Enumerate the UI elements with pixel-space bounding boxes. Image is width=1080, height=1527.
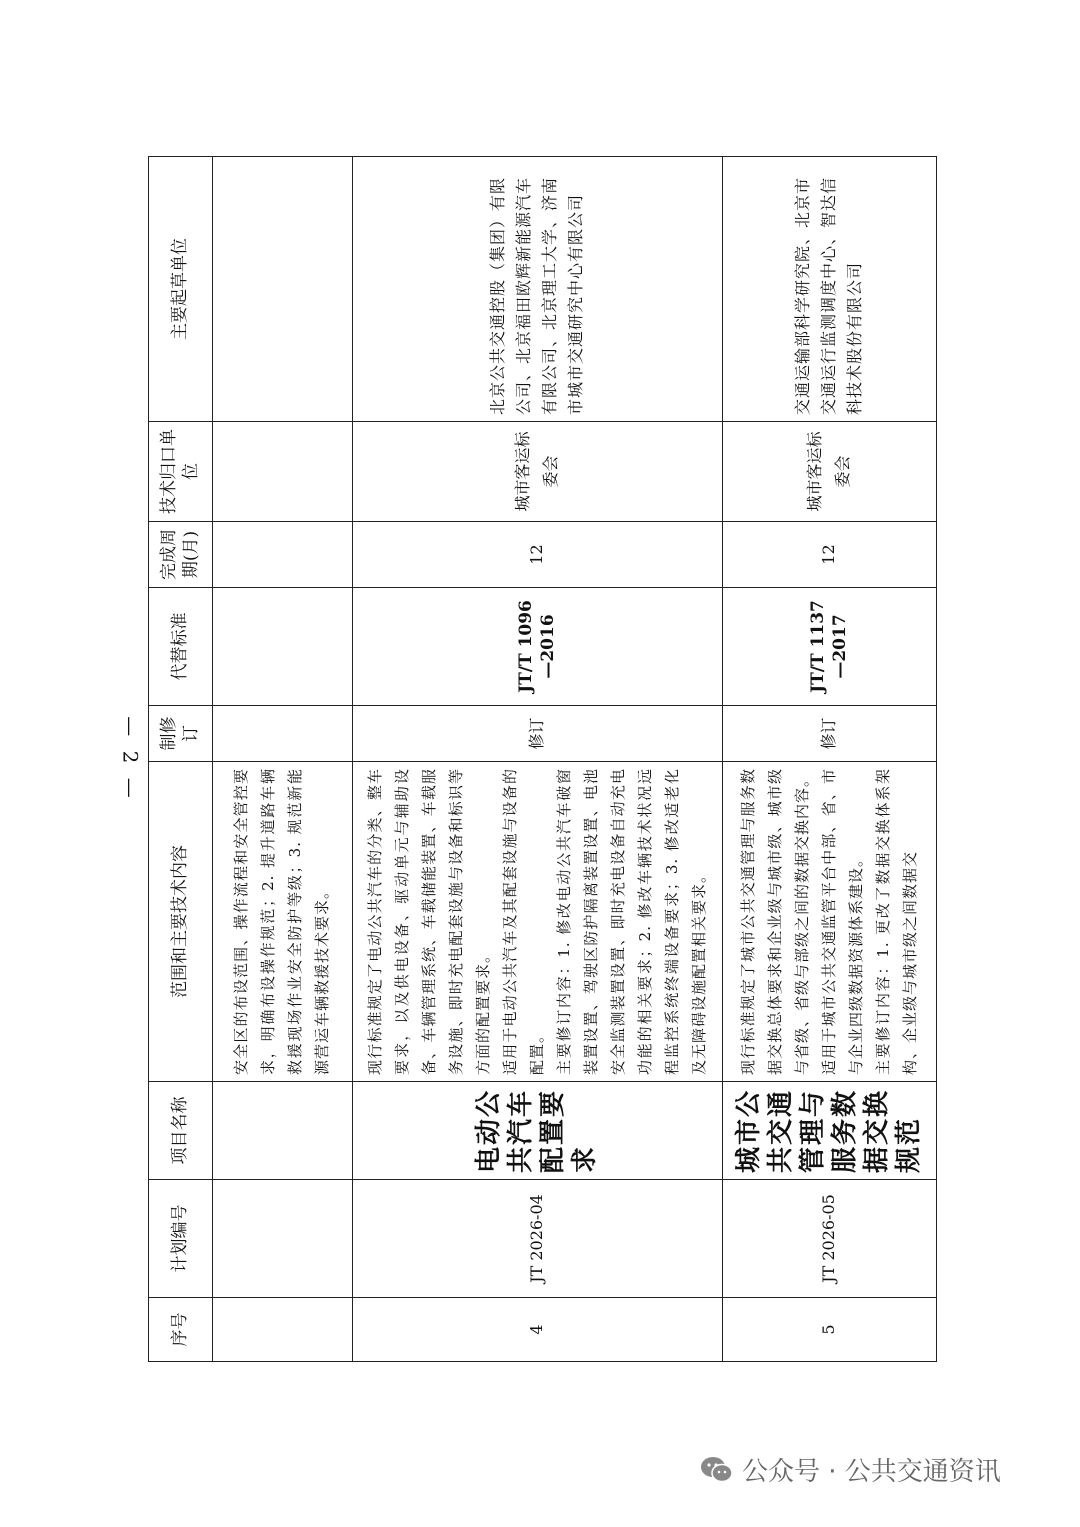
unit-cell: 城市客运标委会 [722, 422, 936, 522]
header-unit: 技术归口单位 [149, 422, 213, 522]
header-type: 制修订 [149, 706, 213, 762]
unit-cell: 城市客运标委会 [352, 422, 722, 522]
continued-row [212, 157, 352, 1362]
replace-cell: JT/T 1096—2016 [352, 588, 722, 706]
header-replace: 代替标准 [149, 588, 213, 706]
header-plan-no: 计划编号 [149, 1180, 213, 1298]
rotated-table-page [148, 157, 937, 1362]
project-name-cell: 城市公共交通管理与服务数据交换规范 [722, 1082, 936, 1180]
header-period: 完成周期(月) [149, 522, 213, 588]
plan-no-cell: JT 2026-05 [722, 1180, 936, 1298]
type-cell: 修订 [722, 706, 936, 762]
drafter-cell: 北京公共交通控股（集团）有限公司、北京福田欧辉新能源汽车有限公司、北京理工大学、济南市城市交通研究中心有限公司 [352, 157, 722, 422]
header-scope: 范围和主要技术内容 [149, 762, 213, 1082]
seq-cell: 5 [722, 1298, 936, 1362]
type-cell: 修订 [352, 706, 722, 762]
header-row [149, 157, 213, 1362]
table-row [722, 157, 936, 1362]
scope-cell: 现行标准规定了城市公共交通管理与服务数据交换总体要求和企业级与城市级、城市级与省级、省级与部级之间的数据交换内容。 适用于城市公共交通监管平台中部、省、市与企业四级数据资源体系建设。 主要修订内容：1. 更改了数据交换体系架构、企业级与城市级之间数据交 [722, 762, 936, 1082]
continued-scope-cell: 安全区的布设范围、操作流程和安全管控要求，明确布设操作规范；2. 提升道路车辆救援现场作业安全防护等级；3. 规范新能源营运车辆救援技术要求。 [212, 762, 352, 1082]
watermark-text: 公众号 · 公共交通资讯 [742, 1457, 1001, 1487]
table-row [352, 157, 722, 1362]
page-number: — 2 — [118, 716, 143, 802]
header-seq: 序号 [149, 1298, 213, 1362]
period-cell: 12 [352, 522, 722, 588]
plan-no-cell: JT 2026-04 [352, 1180, 722, 1298]
standards-plan-table [148, 156, 937, 1362]
project-name-cell: 电动公共汽车配置要求 [352, 1082, 722, 1180]
watermark [700, 1451, 1001, 1488]
seq-cell: 4 [352, 1298, 722, 1362]
replace-cell: JT/T 1137—2017 [722, 588, 936, 706]
drafter-cell: 交通运输部科学研究院、北京市交通运行监测调度中心、智达信科技术股份有限公司 [722, 157, 936, 422]
header-drafter: 主要起草单位 [149, 157, 213, 422]
wechat-icon [700, 1455, 734, 1485]
header-name: 项目名称 [149, 1082, 213, 1180]
scope-cell: 现行标准规定了电动公共汽车的分类、整车要求，以及供电设备、驱动单元与辅助设备、车辆管理系统、车载储能装置、车载服务设施、即时充电配套设施与设备和标识等方面的配置要求。 适用于电动公共汽车及其配套设施与设备的配置。 主要修订内容：1. 修改电动公共汽车破窗装置设置、驾驶区防护隔离装置设置、电池安全监测装置设置、即时充电设备自动充电功能的相关要求；2. 修改车辆技术状况远程监控系统终端设备要求；3. 修改适老化及无障碍设施配置相关要求。 [352, 762, 722, 1082]
period-cell: 12 [722, 522, 936, 588]
